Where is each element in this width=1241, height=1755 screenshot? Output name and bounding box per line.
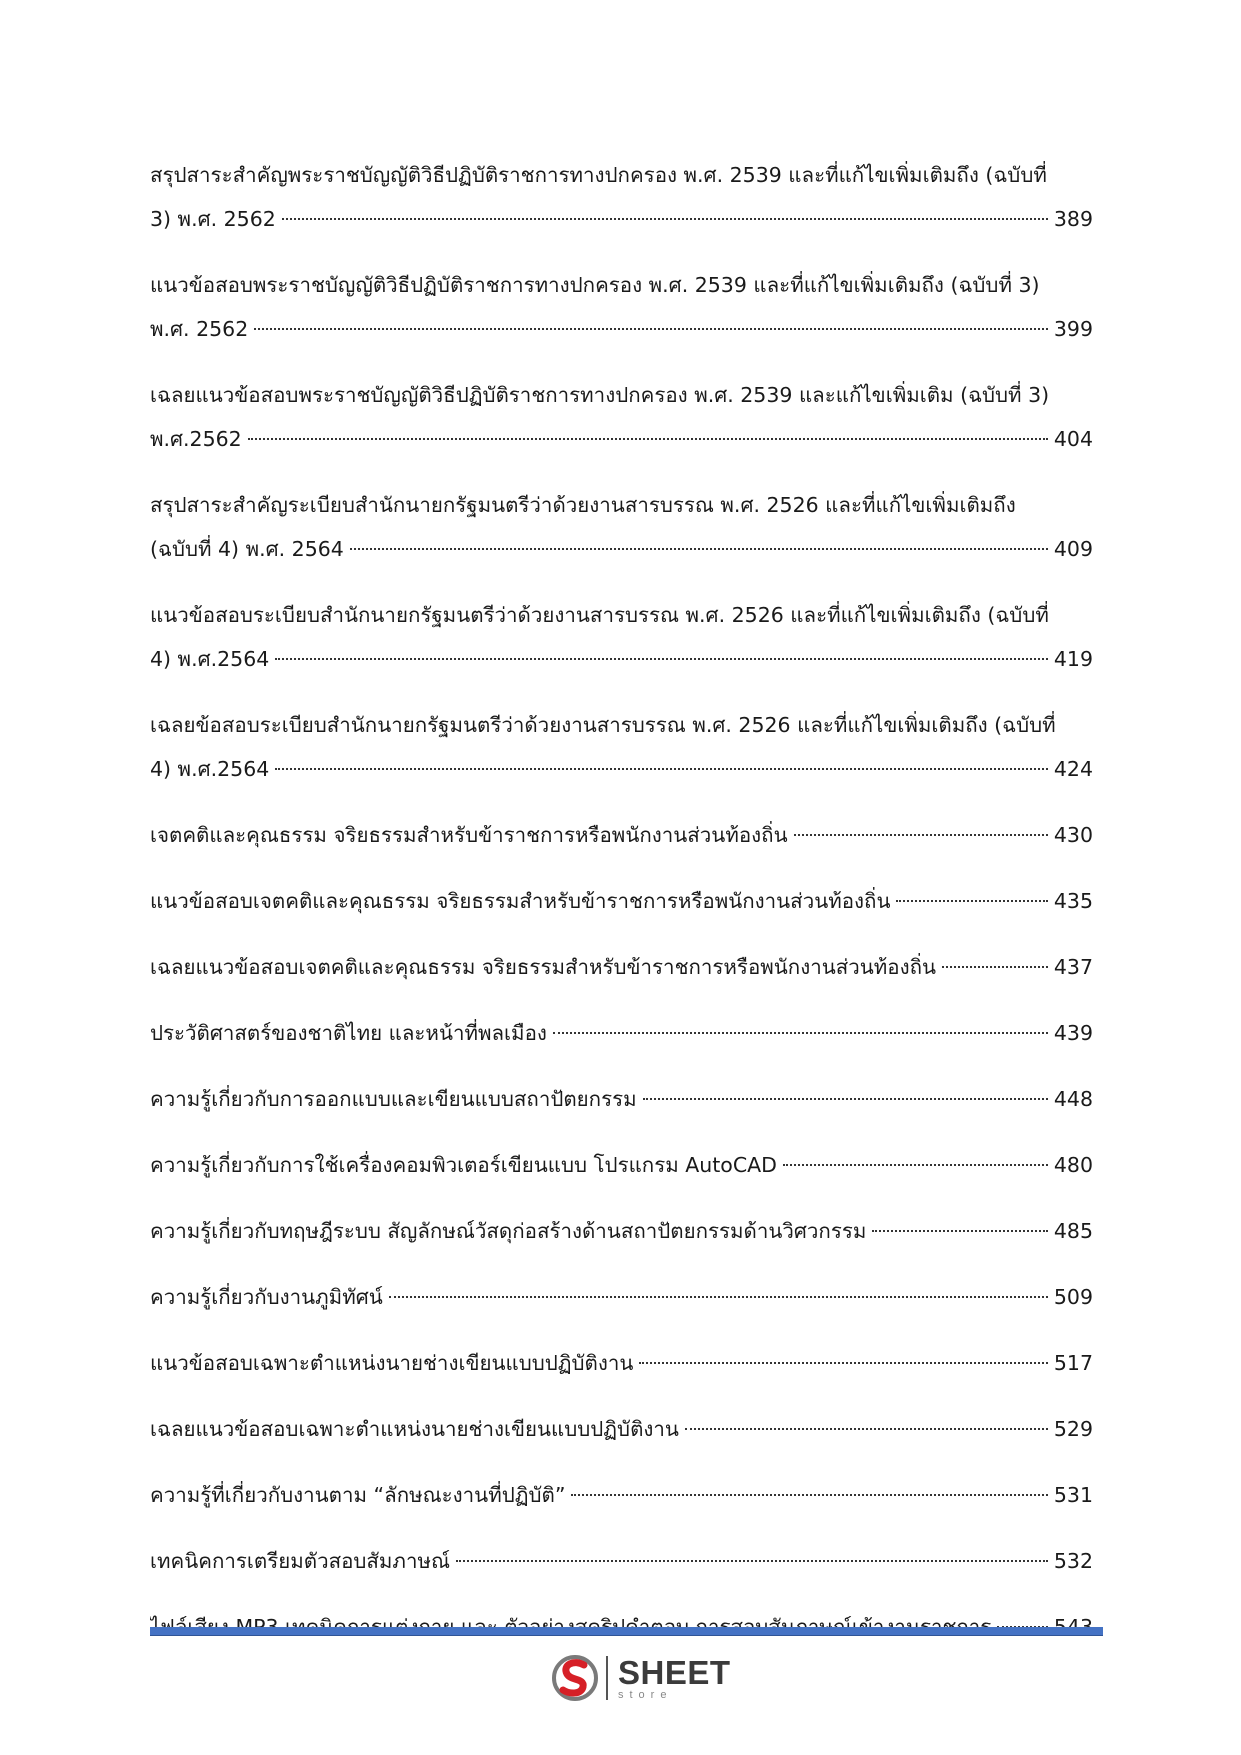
toc-page-number: 517 — [1053, 1351, 1093, 1375]
toc-entry[interactable] — [150, 593, 1093, 681]
toc-entry[interactable] — [150, 879, 1093, 923]
dot-leader — [942, 966, 1048, 968]
toc-entry-title-line: แนวข้อสอบระเบียบสำนักนายกรัฐมนตรีว่าด้วยงานสารบรรณ พ.ศ. 2526 และที่แก้ไขเพิ่มเติมถึง (ฉบับที่ — [150, 603, 1049, 627]
toc-page-number: 480 — [1053, 1153, 1093, 1177]
toc-page-number: 509 — [1053, 1285, 1093, 1309]
toc-page-number: 435 — [1053, 889, 1093, 913]
toc-entry-title-line: พ.ศ. 2562 — [150, 317, 249, 341]
toc-entry-title-line: 3) พ.ศ. 2562 — [150, 207, 276, 231]
toc-entry-leader-row — [150, 1341, 1093, 1385]
toc-page-number: 485 — [1053, 1219, 1093, 1243]
dot-leader — [456, 1560, 1048, 1562]
toc-page-number: 531 — [1053, 1483, 1093, 1507]
dot-leader — [643, 1098, 1048, 1100]
toc-entry[interactable] — [150, 373, 1093, 461]
toc-entry-title-line: สรุปสาระสำคัญพระราชบัญญัติวิธีปฏิบัติราชการทางปกครอง พ.ศ. 2539 และที่แก้ไขเพิ่มเติมถึง (ฉบับที่ — [150, 163, 1047, 187]
toc-entry-leader-row — [150, 197, 1093, 241]
dot-leader — [275, 768, 1048, 770]
toc-entry-leader-row — [150, 1209, 1093, 1253]
toc-entry[interactable] — [150, 1275, 1093, 1319]
toc-entry-title-line: ความรู้เกี่ยวกับการออกแบบและเขียนแบบสถาปัตยกรรม — [150, 1087, 637, 1111]
toc-page-number: 389 — [1053, 207, 1093, 231]
toc-entry-title-line: พ.ศ.2562 — [150, 427, 242, 451]
brand-name: SHEET — [618, 1653, 731, 1691]
toc-entry[interactable] — [150, 1077, 1093, 1121]
dot-leader — [275, 658, 1048, 660]
toc-entry-leader-row — [150, 1407, 1093, 1451]
toc-entry[interactable] — [150, 263, 1093, 351]
toc-entry-leader-row — [150, 417, 1093, 461]
toc-entry-leader-row — [150, 813, 1093, 857]
toc-entry[interactable] — [150, 1539, 1093, 1583]
toc-page-number: 399 — [1053, 317, 1093, 341]
toc-entry-title-line: เฉลยแนวข้อสอบเจตคติและคุณธรรม จริยธรรมสำหรับข้าราชการหรือพนักงานส่วนท้องถิ่น — [150, 955, 937, 979]
dot-leader — [685, 1428, 1048, 1430]
toc-page-number: 437 — [1053, 955, 1093, 979]
toc-entry-title-line: ความรู้เกี่ยวกับทฤษฎีระบบ สัญลักษณ์วัสดุก่อสร้างด้านสถาปัตยกรรมด้านวิศวกรรม — [150, 1219, 867, 1243]
toc-entry-leader-row — [150, 879, 1093, 923]
toc-entry-title-line: ความรู้เกี่ยวกับการใช้เครื่องคอมพิวเตอร์เขียนแบบ โปรแกรม AutoCAD — [150, 1153, 777, 1177]
table-of-contents — [150, 153, 1093, 1671]
toc-entry-title-line: ความรู้เกี่ยวกับงานภูมิทัศน์ — [150, 1285, 383, 1309]
toc-page-number: 448 — [1053, 1087, 1093, 1111]
toc-entry-title-line: แนวข้อสอบพระราชบัญญัติวิธีปฏิบัติราชการทางปกครอง พ.ศ. 2539 และที่แก้ไขเพิ่มเติมถึง (ฉบับที่ 3) — [150, 273, 1040, 297]
toc-entry[interactable] — [150, 703, 1093, 791]
toc-entry-leader-row — [150, 1011, 1093, 1055]
toc-entry-title-line: สรุปสาระสำคัญระเบียบสำนักนายกรัฐมนตรีว่าด้วยงานสารบรรณ พ.ศ. 2526 และที่แก้ไขเพิ่มเติมถึง — [150, 493, 1016, 517]
toc-entry-title-line: ประวัติศาสตร์ของชาติไทย และหน้าที่พลเมือง — [150, 1021, 547, 1045]
toc-entry[interactable] — [150, 945, 1093, 989]
toc-entry[interactable] — [150, 483, 1093, 571]
toc-entry-title-line: (ฉบับที่ 4) พ.ศ. 2564 — [150, 537, 344, 561]
toc-page-number: 529 — [1053, 1417, 1093, 1441]
toc-entry-leader-row — [150, 527, 1093, 571]
dot-leader — [872, 1230, 1048, 1232]
sheet-logo-icon — [552, 1653, 598, 1703]
toc-entry-leader-row — [150, 307, 1093, 351]
toc-entry-title-line: เฉลยแนวข้อสอบพระราชบัญญัติวิธีปฏิบัติราชการทางปกครอง พ.ศ. 2539 และแก้ไขเพิ่มเติม (ฉบับที่ 3) — [150, 383, 1050, 407]
dot-leader — [639, 1362, 1047, 1364]
dot-leader — [896, 900, 1047, 902]
toc-entry-title-line: 4) พ.ศ.2564 — [150, 647, 270, 671]
toc-entry[interactable] — [150, 1209, 1093, 1253]
dot-leader — [282, 218, 1048, 220]
toc-entry-leader-row — [150, 1539, 1093, 1583]
logo-text — [618, 1653, 731, 1701]
toc-page-number: 532 — [1053, 1549, 1093, 1573]
toc-entry[interactable] — [150, 1407, 1093, 1451]
toc-entry-title-line: เทคนิคการเตรียมตัวสอบสัมภาษณ์ — [150, 1549, 450, 1573]
dot-leader — [248, 438, 1048, 440]
toc-entry-title-line: เฉลยข้อสอบระเบียบสำนักนายกรัฐมนตรีว่าด้วยงานสารบรรณ พ.ศ. 2526 และที่แก้ไขเพิ่มเติมถึง (ฉบับที่ — [150, 713, 1056, 737]
toc-entry-leader-row — [150, 747, 1093, 791]
toc-entry-title-line: เฉลยแนวข้อสอบเฉพาะตำแหน่งนายช่างเขียนแบบปฏิบัติงาน — [150, 1417, 679, 1441]
toc-entry-leader-row — [150, 945, 1093, 989]
dot-leader — [389, 1296, 1048, 1298]
toc-entry[interactable] — [150, 1011, 1093, 1055]
toc-entry-title-line: แนวข้อสอบเฉพาะตำแหน่งนายช่างเขียนแบบปฏิบัติงาน — [150, 1351, 634, 1375]
toc-page-number: 424 — [1053, 757, 1093, 781]
toc-entry[interactable] — [150, 1143, 1093, 1187]
toc-entry-leader-row — [150, 1473, 1093, 1517]
sheet-store-logo — [552, 1652, 731, 1704]
dot-leader — [794, 834, 1048, 836]
toc-entry-title-line: ความรู้ที่เกี่ยวกับงานตาม “ลักษณะงานที่ปฏิบัติ” — [150, 1483, 566, 1507]
toc-page-number: 439 — [1053, 1021, 1093, 1045]
toc-entry-leader-row — [150, 1143, 1093, 1187]
dot-leader — [350, 548, 1048, 550]
toc-entry-leader-row — [150, 1275, 1093, 1319]
logo-separator — [606, 1656, 608, 1700]
toc-page-number: 404 — [1053, 427, 1093, 451]
dot-leader — [254, 328, 1048, 330]
toc-entry[interactable] — [150, 813, 1093, 857]
toc-entry-title-line: แนวข้อสอบเจตคติและคุณธรรม จริยธรรมสำหรับข้าราชการหรือพนักงานส่วนท้องถิ่น — [150, 889, 891, 913]
dot-leader — [553, 1032, 1048, 1034]
toc-entry-leader-row — [150, 637, 1093, 681]
toc-entry-title-line: 4) พ.ศ.2564 — [150, 757, 270, 781]
toc-entry[interactable] — [150, 153, 1093, 241]
toc-entry-leader-row — [150, 1077, 1093, 1121]
toc-page-number: 409 — [1053, 537, 1093, 561]
toc-entry[interactable] — [150, 1473, 1093, 1517]
dot-leader — [783, 1164, 1048, 1166]
toc-entry-title-line: เจตคติและคุณธรรม จริยธรรมสำหรับข้าราชการหรือพนักงานส่วนท้องถิ่น — [150, 823, 788, 847]
toc-page-number: 430 — [1053, 823, 1093, 847]
toc-entry[interactable] — [150, 1341, 1093, 1385]
toc-page-number: 419 — [1053, 647, 1093, 671]
dot-leader — [571, 1494, 1047, 1496]
brand-subtitle: store — [618, 1688, 673, 1701]
footer-divider — [150, 1627, 1103, 1636]
